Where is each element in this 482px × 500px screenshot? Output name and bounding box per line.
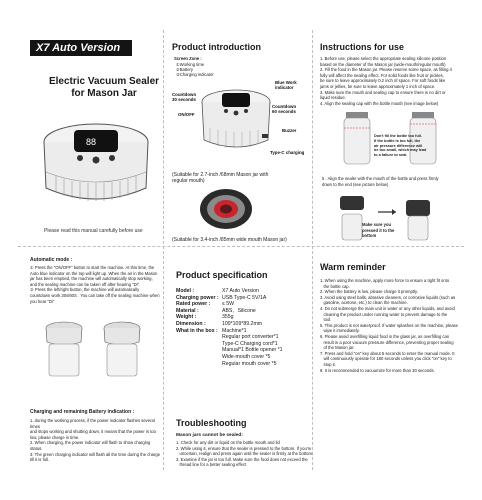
- reminder-line: wipe it immediately.: [320, 328, 360, 334]
- regular-mouth-converter-illustration: [196, 186, 256, 232]
- reminder-text: [320, 278, 468, 373]
- caption-wide-mouth: (Suitable for 3.4-inch /85mm wide mouth Mason jar): [172, 237, 287, 243]
- callout-typec: Type-C charging: [270, 150, 305, 155]
- spec-table: [176, 288, 310, 367]
- spec-row: Weight : 355g: [176, 314, 234, 321]
- auto-line: ① Press the "ON/OFF" button to start the machine. At this time, the: [30, 265, 155, 270]
- auto-line: countdown work 30s/60S . You can take off the sealing machine when: [30, 292, 160, 298]
- spec-row: Model : X7 Auto Version: [176, 288, 259, 294]
- reminder-line: stop it.: [320, 361, 336, 367]
- charging-line: and stops working and shutting down, it means that the power is too: [30, 429, 156, 435]
- trouble-line: 1. Check for any dirt or liquid on the bottle mouth and lid: [176, 440, 280, 445]
- callout-countdown-30: Countdown 30 seconds: [172, 92, 197, 102]
- charging-line: till it is full.: [30, 457, 50, 463]
- callout-blue-indicator: Blue Work indicator: [275, 80, 297, 90]
- charging-line: 2. When charging, the power indicator will flash to show charging status.: [30, 440, 151, 451]
- auto-line: Auto blue indicator on the top will light up. When the air in the Mason: [30, 270, 158, 276]
- spec-title: Product specification: [176, 270, 268, 280]
- version-banner: X7 Auto Version: [30, 40, 132, 56]
- intro-title: Product introduction: [172, 42, 261, 52]
- reminder-line: 2. When the battery is low, please charge it promptly.: [320, 289, 418, 295]
- spec-row: Material : ABS、Silicone: [176, 307, 256, 314]
- callout-buzzer: Buzzer: [282, 128, 297, 133]
- reminder-line: gasoline, acetone, etc.) to clean the machine.: [320, 300, 408, 306]
- product-diagram: [196, 80, 276, 168]
- callout-countdown-60: Countdown 60 seconds: [272, 104, 297, 114]
- box-item: Wide-mouth cover *5: [222, 353, 271, 360]
- step-line: jams or jellies, be sure to leave approximately 1 inch of space.: [320, 83, 436, 89]
- divider-horizontal: [18, 246, 464, 247]
- step-line: based on the diameter of the Mason jar (wide-mouth/regular mouth): [320, 61, 446, 67]
- reminder-line: 6. Please avoid overfilling liquid food in the glass jar, as overfilling can: [320, 333, 450, 339]
- trouble-line: thread line for a better sealing effect: [176, 462, 247, 468]
- caption-regular-mouth: (Suitable for 2.7-inch /68mm Mason jar with regular mouth): [172, 172, 269, 185]
- charging-line: 1. during the working process, if the power indicator flashes several times: [30, 418, 155, 429]
- troubleshooting-text: [176, 440, 314, 468]
- reminder-title: Warm reminder: [320, 262, 386, 272]
- reminder-line: cleaning the product under running water to prevent damage to the: [320, 311, 448, 317]
- product-title: Electric Vacuum Sealer for Mason Jar: [48, 76, 160, 99]
- charging-title: Charging and remaining Battery indication :: [30, 409, 135, 415]
- trouble-line: uncertain, realign and press again until the sealer is firmly at the bottom.: [176, 451, 314, 457]
- spec-row: Rated power : ≤ 5W: [176, 301, 235, 308]
- screen-zone-item: ①Working time: [176, 62, 205, 67]
- reminder-line: 3. Avoid using steel balls, abrasive cleaners, or corrosive liquids (such as: [320, 294, 456, 300]
- screen-zone-item: ②Battery: [176, 67, 194, 72]
- reminder-line: of the Mason jar.: [320, 345, 355, 351]
- spec-row: Dimension : 109*109*89.2mm: [176, 320, 263, 327]
- box-item: Manual*1 Bottle opener *1: [222, 347, 283, 354]
- charging-line: low, please charge in time.: [30, 434, 80, 440]
- step-line: 2. Fill the food in the Mason jar. Please reserve some space, as filling it: [320, 67, 452, 73]
- step-line: 1. Before use, please select the appropriate sealing silicone position: [320, 56, 447, 61]
- screen-zone-title: Screen Zone :: [174, 56, 202, 61]
- reminder-line: tool.: [320, 317, 332, 323]
- troubleshooting-title: Troubleshooting: [176, 418, 247, 428]
- auto-line: you hear "Di": [30, 298, 55, 304]
- reminder-line: 7. Press and hold "on" key about 5 seconds to enter the manual mode. It: [320, 350, 455, 356]
- callout-on-off: ON/OFF: [178, 112, 195, 117]
- spec-row: What in the box : Machine*1: [176, 327, 247, 334]
- svg-text:88: 88: [86, 137, 97, 147]
- overfill-warning: Don't fill the bottle too full. If the bottle is too full, the air pressure difference will be too small, which may lead to a failure to seal.: [374, 134, 427, 158]
- box-item: Regular mouth cover *5: [222, 360, 277, 367]
- auto-mode-title: Automatic mode :: [30, 257, 73, 263]
- step-line: fully will affect the sealing effect. For solid foods like fruit or pickles,: [320, 72, 444, 78]
- charging-line: 3. The green charging indicator will flash all the time during the charge: [30, 451, 161, 457]
- reminder-line: 4. Do not submerge the main unit in water or any other liquids, and avoid: [320, 305, 455, 311]
- reminder-line: will continuously operate for 180 seconds unless you click "on" key to: [320, 356, 452, 362]
- vacuum-sealer-illustration: [34, 112, 158, 220]
- manual-note: Please read this manual carefully before use: [44, 228, 143, 234]
- instructions-steps: [320, 56, 470, 106]
- reminder-line: the bottle cap.: [320, 283, 350, 289]
- charging-text: [30, 418, 162, 463]
- auto-mode-text: [30, 265, 162, 304]
- reminder-line: 8. It is recommended to vacuumize for more than 30 seconds.: [320, 367, 435, 373]
- reminder-line: result in a poor vacuum pressure difference, preventing proper sealing: [320, 339, 454, 345]
- step-5: 5 . Align the sealer with the mouth of the bottle and press firmly down to the end (see picture below): [322, 176, 439, 187]
- divider-vertical-2: [312, 30, 313, 470]
- auto-line: ② Press the left/right button, the machine will automatically: [30, 287, 140, 293]
- step-line: liquid residue.: [320, 95, 346, 101]
- trouble-line: 3. Examine if the jar is too full. Make sure the food does not exceed the: [176, 456, 308, 462]
- box-item: Regular port converter*1: [222, 334, 279, 341]
- reminder-line: 1. When using the machine, apply more force to ensure a tight fit onto: [320, 278, 450, 283]
- reminder-line: 5. This product is not waterproof. If water splashes on the machine, please: [320, 322, 458, 328]
- step-line: 4. Align the sealing cap with the bottle mouth (see image below): [320, 100, 439, 106]
- box-item: Type-C Charging cord*1: [222, 340, 278, 347]
- trouble-line: 2. While using it, ensure that the sealer is pressed to the bottom. If you're: [176, 445, 312, 451]
- step-line: 3. Make sure the mouth and sealing cap to ensure there is no dirt or: [320, 89, 446, 95]
- instructions-title: Instructions for use: [320, 42, 405, 52]
- auto-line: and the sealing machine can be taken off after hearing "Di".: [30, 281, 141, 287]
- spec-row: Charging power : USB Type-C 5V/1A: [176, 294, 267, 301]
- press-note: Make sure you pressed it to the bottom: [362, 222, 395, 239]
- auto-line: jar has been emptied, the machine will automatically stop working,: [30, 276, 153, 282]
- auto-mode-illustration: [38, 312, 150, 380]
- troubleshooting-subtitle: Mason jars cannot be sealed:: [176, 433, 243, 438]
- step-line: be sure to leave approximately 0.2 inch of space. For soft foods like: [320, 78, 446, 84]
- screen-zone-item: ③Charging indicator: [176, 72, 214, 77]
